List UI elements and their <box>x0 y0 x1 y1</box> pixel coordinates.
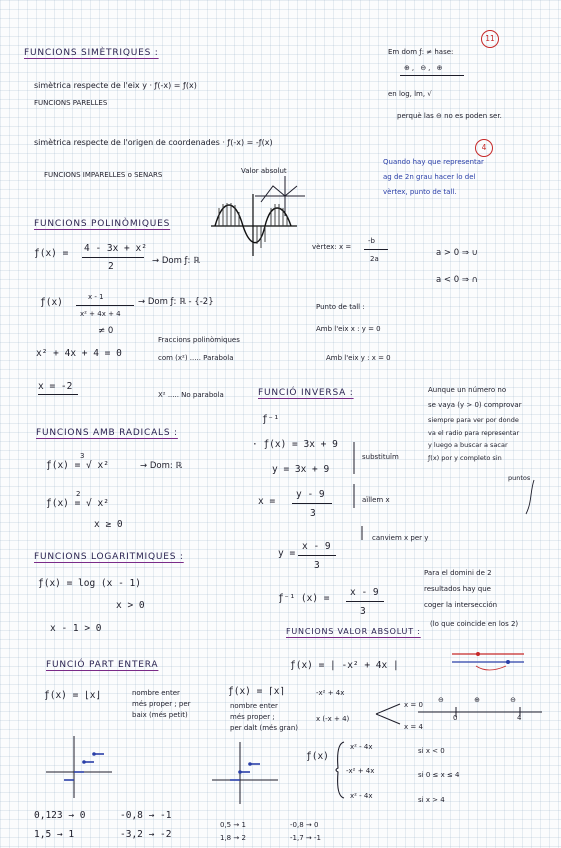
amb-eix-y: Amb l'eix y : x = 0 <box>326 354 391 362</box>
badge-4: 4 <box>475 139 493 157</box>
vertex-num: -b <box>368 237 375 245</box>
abs-pw1: x² - 4x <box>350 743 373 751</box>
abs-sign-chart: ⊖ ⊕ ⊖ <box>438 696 531 704</box>
rad-eq2-cond: x ≥ 0 <box>94 519 123 530</box>
heading-simetriques: FUNCIONS SIMÈTRIQUES : <box>24 48 159 58</box>
abs-eq: ƒ(x) = | -x² + 4x | <box>290 660 399 671</box>
inv-canviem: canviem x per y <box>372 534 429 542</box>
side-note1: Aunque un número no <box>428 386 507 394</box>
abs-pw2-cond: si 0 ≤ x ≤ 4 <box>418 771 460 779</box>
side-note7: puntos <box>508 474 531 482</box>
inv-l1: · ƒ(x) = 3x + 9 <box>252 439 338 450</box>
inv-l3-den: 3 <box>310 508 316 519</box>
funcions-parelles: FUNCIONS PARELLES <box>34 99 108 107</box>
log-eq: ƒ(x) = log (x - 1) <box>38 578 141 589</box>
a-negative: a < 0 ⇒ ∩ <box>436 275 478 285</box>
log-cond2: x - 1 > 0 <box>50 623 102 634</box>
ceil-note3: per dalt (més gran) <box>230 724 299 732</box>
rad-eq1: ƒ(x) = √ x² <box>46 460 109 471</box>
heading-inversa: FUNCIÓ INVERSA : <box>258 388 354 398</box>
floor-ex4: -3,2 → -2 <box>120 829 172 840</box>
floor-ex3: -0,8 → -1 <box>120 810 172 821</box>
poly-eq1-left: ƒ(x) = <box>34 248 69 259</box>
inv-l6: ƒ⁻¹ (x) = <box>278 593 330 604</box>
inv-l3-num: y - 9 <box>296 489 325 500</box>
floor-note3: baix (més petit) <box>132 711 188 719</box>
rad-eq2-index: 2 <box>76 490 81 498</box>
ceil-ex3: -0,8 → 0 <box>290 821 319 829</box>
abs-pw3-cond: si x > 4 <box>418 796 445 804</box>
heading-logaritmiques: FUNCIONS LOGARITMIQUES : <box>34 552 184 562</box>
inverse-brackets <box>340 440 370 550</box>
a-positive: a > 0 ⇒ ∪ <box>436 248 478 258</box>
vertex-den: 2a <box>370 255 379 263</box>
abs-pw3: x² - 4x <box>350 792 373 800</box>
interval-intersection-sketch <box>448 640 528 678</box>
note-perque: perquè las ⊖ no es poden ser. <box>397 112 502 120</box>
inv-l5: y = <box>278 548 296 559</box>
log-note3: coger la intersección <box>424 601 498 609</box>
abs-piecewise-brace <box>332 740 346 800</box>
abs-tick-4: 4 <box>517 714 522 722</box>
side-note6: ƒ(x) por y completo sin <box>428 454 502 462</box>
poly-eq2-neq: ≠ 0 <box>98 326 114 336</box>
punt-tall: Punto de tall : <box>316 303 365 311</box>
rad-eq1-index: 3 <box>80 452 85 460</box>
heading-polinomiques: FUNCIONS POLINÒMIQUES <box>34 219 171 229</box>
heading-radicals: FUNCIONS AMB RADICALS : <box>36 428 178 438</box>
simetrica-eix-y: simètrica respecte de l'eix y · ƒ(-x) = ƒ(x) <box>34 81 197 90</box>
abs-number-line <box>416 704 546 724</box>
side-note2: se vaya (y > 0) comprovar <box>428 401 522 409</box>
note-vertex: vèrtex, punto de tall. <box>383 188 457 196</box>
poly-eq4: x = -2 <box>38 381 73 392</box>
abs-tick-0: 0 <box>453 714 458 722</box>
ceil-ex2: 1,8 → 2 <box>220 834 246 842</box>
log-note2: resultados hay que <box>424 585 491 593</box>
note-em-dom: Em dom ƒ: ≠ hase: <box>388 48 454 56</box>
floor-ex2: 1,5 → 1 <box>34 829 75 840</box>
abs-root1: x = 0 <box>404 701 423 709</box>
side-note5: y luego a buscar a sacar <box>428 441 508 449</box>
side-note4: va el radio para representar <box>428 429 520 437</box>
poly-eq3: x² + 4x + 4 = 0 <box>36 348 122 359</box>
note-log: en log, lm, √ <box>388 90 432 98</box>
poly-eq1-den: 2 <box>108 261 114 272</box>
inv-l6-num: x - 9 <box>350 587 379 598</box>
poly-eq2-num: x - 1 <box>88 293 104 301</box>
valor-absolut-label: Valor absolut <box>241 167 287 175</box>
abs-root2: x = 4 <box>404 723 423 731</box>
floor-ex1: 0,123 → 0 <box>34 810 86 821</box>
frac-note1: Fraccions polinòmiques <box>158 336 240 344</box>
log-note1: Para el domini de 2 <box>424 569 492 577</box>
inv-l5-num: x - 9 <box>302 541 331 552</box>
side-note3: siempre para ver por donde <box>428 416 519 424</box>
ceil-ex4: -1,7 → -1 <box>290 834 321 842</box>
inv-l3: x = <box>258 496 276 507</box>
abs-roots-bracket <box>374 700 404 730</box>
inv-l2: y = 3x + 9 <box>272 464 330 475</box>
note-grau: ag de 2n grau hacer lo del <box>383 173 476 181</box>
abs-pw2: -x² + 4x <box>346 767 375 775</box>
odd-function-graph <box>205 194 300 256</box>
ceil-step-graph <box>210 740 280 806</box>
abs-piecewise-f: ƒ(x) <box>306 751 329 762</box>
inv-l5-den: 3 <box>314 560 320 571</box>
log-cond1: x > 0 <box>116 600 145 611</box>
ceil-ex1: 0,5 → 1 <box>220 821 246 829</box>
ceil-note1: nombre enter <box>230 702 278 710</box>
inv-aillem: aïllem x <box>362 496 390 504</box>
ceil-note2: més proper ; <box>230 713 275 721</box>
side-arrow <box>516 478 546 518</box>
funcions-imparelles: FUNCIONS IMPARELLES o SENARS <box>44 171 163 179</box>
heading-part-entera: FUNCIÓ PART ENTERA <box>46 660 159 670</box>
floor-step-graph <box>44 734 114 800</box>
abs-sub1: -x² + 4x <box>316 689 345 697</box>
inv-l6-den: 3 <box>360 606 366 617</box>
inv-substituim: substituïm <box>362 453 399 461</box>
amb-eix-x: Amb l'eix x : y = 0 <box>316 325 381 333</box>
simetrica-origen: simètrica respecte de l'origen de coordenades · ƒ(-x) = -ƒ(x) <box>34 138 273 147</box>
rad-eq1-dom: → Dom: ℝ <box>140 461 183 471</box>
ceil-eq: ƒ(x) = ⌈x⌉ <box>228 686 286 697</box>
note-signs: ⊕, ⊖, ⊕ <box>404 64 445 72</box>
poly-eq2-left: ƒ(x) <box>40 297 63 308</box>
note-quando: Quando hay que representar <box>383 158 484 166</box>
poly-eq2-dom: → Dom ƒ: ℝ - {-2} <box>138 297 214 307</box>
poly-eq1-dom: → Dom ƒ: ℝ <box>152 256 200 266</box>
vertex-label: vèrtex: x = <box>312 243 352 251</box>
frac-note3: X² ..... No parabola <box>158 391 224 399</box>
log-note4: (lo que coincide en los 2) <box>430 620 519 628</box>
floor-note1: nombre enter <box>132 689 180 697</box>
f-inverse: ƒ⁻¹ <box>262 414 280 425</box>
badge-11: 11 <box>481 30 499 48</box>
floor-eq: ƒ(x) = ⌊x⌋ <box>44 690 102 701</box>
abs-sub2: x (-x + 4) <box>316 715 350 723</box>
frac-note2: com (x²) ..... Parabola <box>158 354 234 362</box>
abs-pw1-cond: si x < 0 <box>418 747 445 755</box>
floor-note2: més proper ; per <box>132 700 191 708</box>
rad-eq2: ƒ(x) = √ x² <box>46 498 109 509</box>
heading-valor-absolut: FUNCIONS VALOR ABSOLUT : <box>286 627 421 636</box>
poly-eq2-den: x² + 4x + 4 <box>80 310 121 318</box>
poly-eq1-num: 4 - 3x + x² <box>84 243 147 254</box>
